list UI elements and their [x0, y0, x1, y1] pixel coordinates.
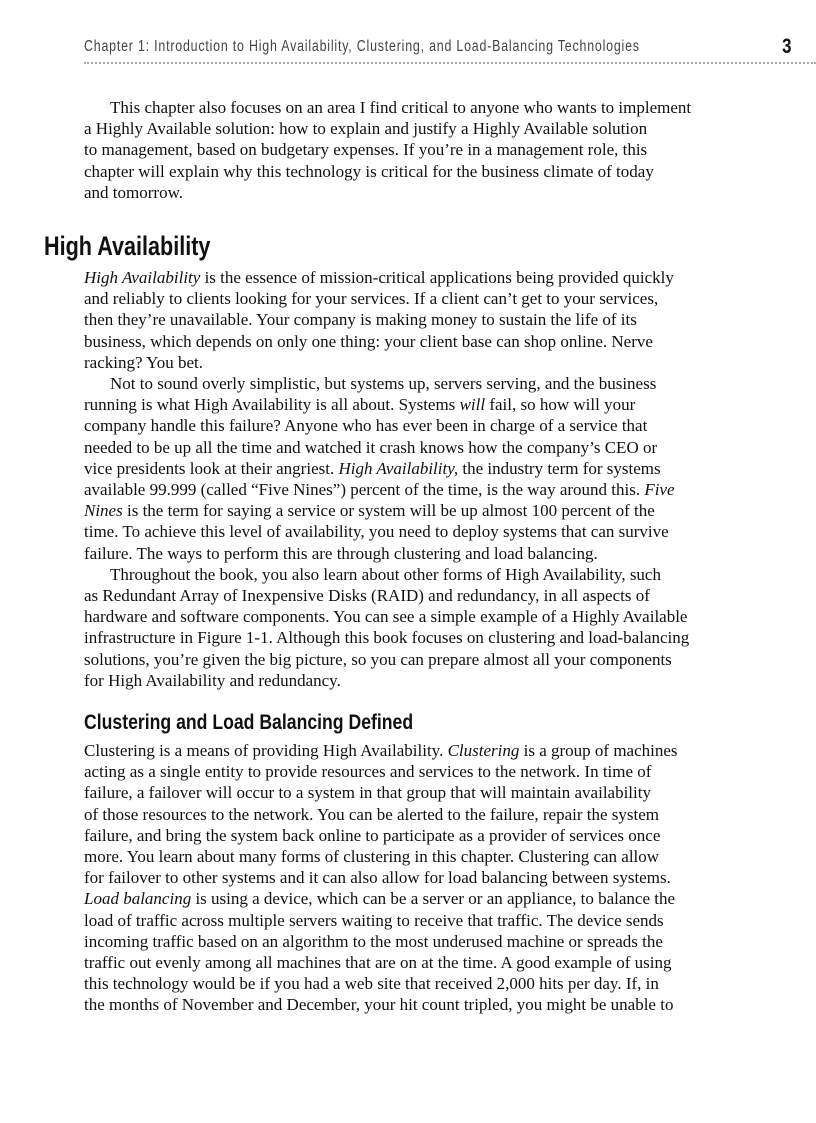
- text-segment: more. You learn about many forms of clustering in this chapter. Clustering can allow: [84, 847, 660, 867]
- header-divider: [84, 62, 816, 64]
- text-line: [84, 994, 678, 1015]
- text-line: [84, 740, 678, 761]
- text-line: [84, 161, 691, 182]
- text-segment: failure, and bring the system back online to participate as a provider of services once: [84, 825, 661, 845]
- text-segment: is a group of machines: [519, 741, 678, 760]
- text-line: [84, 761, 678, 782]
- text-segment: company handle this failure? Anyone who has ever been in charge of a service that: [84, 416, 648, 436]
- text-line: [84, 867, 678, 888]
- text-segment: failure, a failover will occur to a system in that group that will maintain availability: [84, 783, 651, 803]
- text-line: [84, 288, 689, 309]
- text-segment: Clustering is a means of providing High Availability.: [84, 741, 448, 760]
- text-line: [84, 139, 691, 160]
- text-line: [84, 458, 689, 479]
- text-line: [84, 267, 689, 288]
- text-line: [84, 585, 689, 606]
- text-segment: the months of November and December, your hit count tripled, you might be unable to: [84, 995, 674, 1015]
- italic-term: Five: [644, 480, 675, 500]
- subsection-heading-clustering: Clustering and Load Balancing Defined: [84, 710, 414, 734]
- high-availability-body: [84, 267, 689, 691]
- text-line: [84, 973, 678, 994]
- text-segment: as Redundant Array of Inexpensive Disks (RAID) and redundancy, in all aspects of: [84, 586, 650, 606]
- text-line: [84, 309, 689, 330]
- text-segment: infrastructure in Figure 1-1. Although this book focuses on clustering and load-balancing: [84, 628, 690, 648]
- italic-term: Load balancing: [84, 889, 192, 909]
- text-line: [84, 931, 678, 952]
- italic-term: Clustering: [447, 741, 520, 760]
- text-line: [84, 394, 689, 415]
- text-segment: is the essence of mission-critical applications being provided quickly: [200, 268, 674, 287]
- text-segment: racking? You bet.: [84, 352, 203, 372]
- text-line: [84, 543, 689, 564]
- text-segment: available 99.999 (called “Five Nines”) percent of the time, is the way around this.: [84, 480, 645, 500]
- text-line: [84, 352, 689, 373]
- text-line: [84, 521, 689, 542]
- italic-term: Nines: [84, 501, 123, 521]
- text-line: [84, 437, 689, 458]
- text-segment: vice presidents look at their angriest.: [84, 458, 339, 478]
- text-segment: for failover to other systems and it can also allow for load balancing between systems.: [84, 868, 671, 888]
- text-line: [84, 888, 678, 909]
- text-segment: time. To achieve this level of availability, you need to deploy systems that can survive: [84, 522, 669, 542]
- text-segment: is using a device, which can be a server or an appliance, to balance the: [191, 889, 676, 909]
- text-segment: fail, so how will your: [485, 395, 636, 415]
- text-segment: traffic out evenly among all machines that are on at the time. A good example of using: [84, 953, 672, 973]
- text-line: [84, 670, 689, 691]
- text-segment: for High Availability and redundancy.: [84, 670, 341, 690]
- text-line: [84, 373, 689, 394]
- text-segment: this technology would be if you had a web site that received 2,000 hits per day. If, in: [84, 974, 659, 994]
- text-line: [84, 182, 691, 203]
- text-segment: acting as a single entity to provide resources and services to the network. In time of: [84, 762, 652, 782]
- text-line: [84, 952, 678, 973]
- page-number: 3: [782, 35, 792, 58]
- text-line: [84, 118, 691, 139]
- text-segment: and tomorrow.: [84, 182, 183, 202]
- text-line: [84, 910, 678, 931]
- text-line: [84, 415, 689, 436]
- text-segment: chapter will explain why this technology is critical for the business climate of today: [84, 161, 654, 181]
- text-line: [84, 782, 678, 803]
- italic-term: High Availability: [84, 268, 201, 287]
- text-segment: then they’re unavailable. Your company is making money to sustain the life of its: [84, 310, 637, 330]
- text-line: [84, 627, 689, 648]
- text-segment: is the term for saying a service or system will be up almost 100 percent of the: [122, 501, 655, 521]
- text-segment: and reliably to clients looking for your services. If a client can’t get to your services,: [84, 289, 659, 309]
- text-segment: the industry term for systems: [458, 458, 661, 478]
- intro-paragraph: [84, 97, 691, 203]
- section-heading-high-availability: High Availability: [44, 231, 211, 261]
- text-line: [84, 846, 678, 867]
- text-segment: needed to be up all the time and watched it crash knows how the company’s CEO or: [84, 437, 658, 457]
- text-segment: running is what High Availability is all about. Systems: [84, 395, 460, 415]
- text-segment: of those resources to the network. You can be alerted to the failure, repair the system: [84, 804, 659, 824]
- italic-term: High Availability,: [338, 458, 459, 478]
- italic-term: will: [459, 395, 486, 415]
- running-title: Chapter 1: Introduction to High Availability, Clustering, and Load-Balancing Technologies: [84, 38, 640, 55]
- text-line: [84, 804, 678, 825]
- text-line: [84, 564, 689, 585]
- text-segment: This chapter also focuses on an area I find critical to anyone who wants to implement: [110, 98, 692, 117]
- text-segment: failure. The ways to perform this are through clustering and load balancing.: [84, 543, 598, 563]
- text-segment: business, which depends on only one thing: your client base can shop online. Nerve: [84, 331, 653, 351]
- text-segment: incoming traffic based on an algorithm to the most underused machine or spreads the: [84, 931, 663, 951]
- text-segment: Throughout the book, you also learn about other forms of High Availability, such: [110, 564, 661, 584]
- text-line: [84, 500, 689, 521]
- text-segment: hardware and software components. You can see a simple example of a Highly Available: [84, 607, 688, 627]
- text-line: [84, 606, 689, 627]
- text-segment: a Highly Available solution: how to explain and justify a Highly Available solution: [84, 119, 648, 139]
- text-segment: Not to sound overly simplistic, but systems up, servers serving, and the business: [110, 374, 657, 394]
- text-line: [84, 825, 678, 846]
- text-segment: load of traffic across multiple servers waiting to receive that traffic. The device sends: [84, 910, 664, 930]
- text-line: [84, 97, 691, 118]
- text-line: [84, 479, 689, 500]
- clustering-body: [84, 740, 678, 1016]
- text-segment: to management, based on budgetary expenses. If you’re in a management role, this: [84, 140, 648, 160]
- text-segment: solutions, you’re given the big picture, so you can prepare almost all your components: [84, 649, 672, 669]
- text-line: [84, 649, 689, 670]
- text-line: [84, 331, 689, 352]
